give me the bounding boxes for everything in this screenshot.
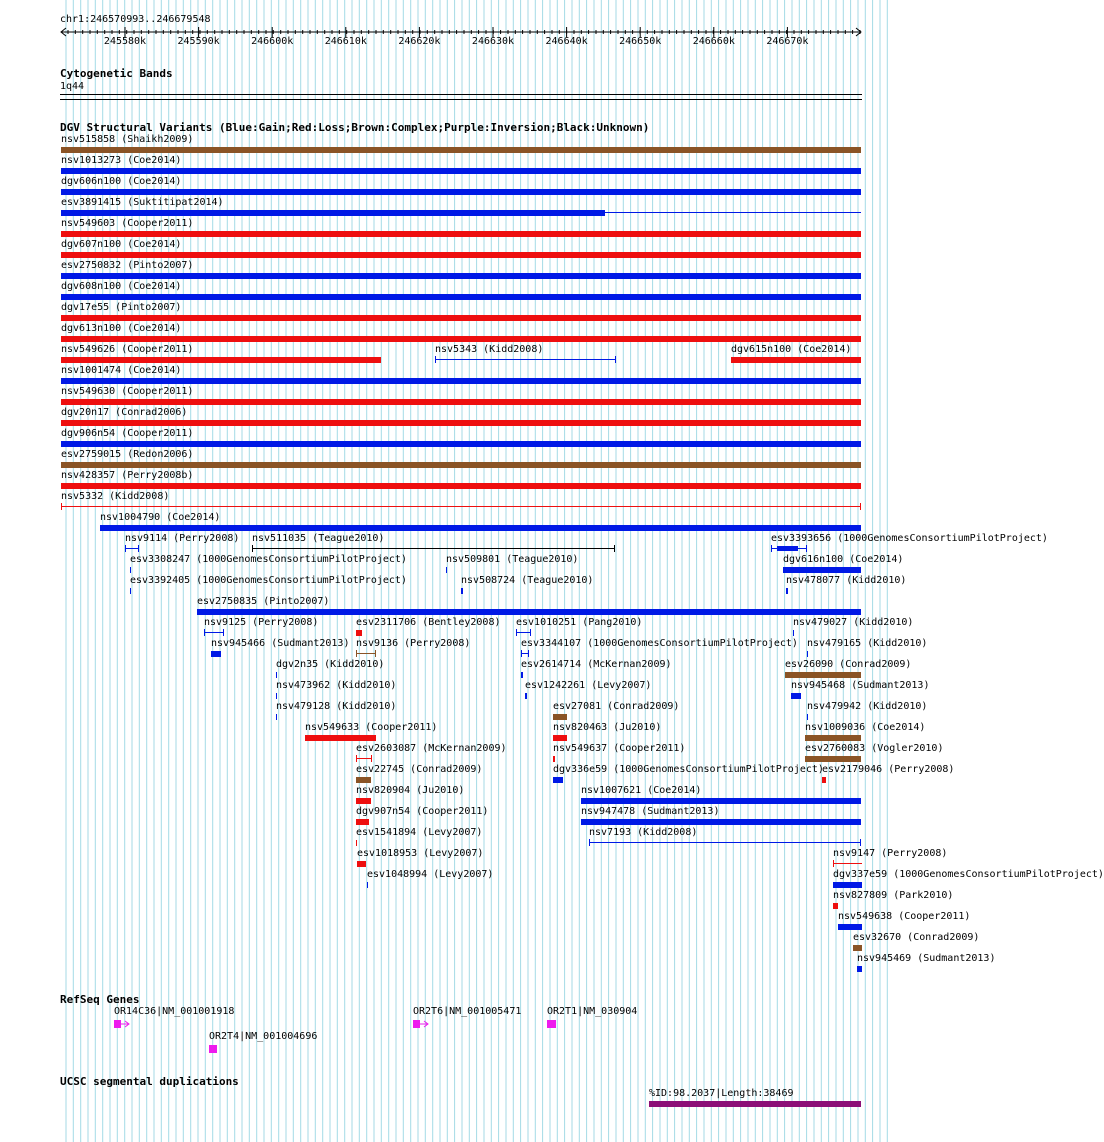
dgv-nsv5332-cap-end [860, 503, 861, 510]
dgv-nsv1009036-label[interactable]: nsv1009036 (Coe2014) [805, 722, 926, 733]
dgv-esv1010251-label[interactable]: esv1010251 (Pang2010) [516, 617, 643, 628]
dgv-nsv945469-label[interactable]: nsv945469 (Sudmant2013) [857, 953, 996, 964]
dgv-nsv9136-cap-end [375, 650, 376, 657]
dgv-dgv608n100-bar[interactable] [61, 294, 861, 300]
dgv-nsv5343-span[interactable] [435, 359, 616, 360]
dgv-esv27081-label[interactable]: esv27081 (Conrad2009) [553, 701, 680, 712]
dgv-track-title: DGV Structural Variants (Blue:Gain;Red:Loss;Brown:Complex;Purple:Inversion;Black:Unknown) [60, 121, 650, 134]
dgv-nsv7193-span[interactable] [589, 842, 861, 843]
dgv-esv2750835-bar[interactable] [197, 609, 861, 615]
dgv-esv2179046-label[interactable]: esv2179046 (Perry2008) [822, 764, 955, 775]
dgv-esv2614714-bar[interactable] [521, 672, 523, 678]
dgv-esv1541894-bar[interactable] [356, 840, 357, 846]
refseq-track-title: RefSeq Genes [60, 993, 140, 1006]
ruler-tick-label: 246640k [545, 36, 588, 47]
dgv-esv3891415-tail [605, 212, 861, 213]
ruler-tick-label: 246660k [692, 36, 735, 47]
dgv-esv3344107-cap-end [528, 650, 529, 657]
dgv-nsv9136-span[interactable] [356, 653, 376, 654]
dgv-nsv820463-bar[interactable] [553, 735, 567, 741]
dgv-dgv20n17-label[interactable]: dgv20n17 (Conrad2006) [61, 407, 188, 418]
dgv-nsv1013273-bar[interactable] [61, 168, 861, 174]
dgv-esv1018953-bar[interactable] [357, 861, 366, 867]
dgv-nsv9114-cap-start [125, 545, 126, 552]
dgv-nsv549603-bar[interactable] [61, 231, 861, 237]
dgv-dgv613n100-bar[interactable] [61, 336, 861, 342]
dgv-nsv9114-label[interactable]: nsv9114 (Perry2008) [125, 533, 240, 544]
dgv-esv1541894-label[interactable]: esv1541894 (Levy2007) [356, 827, 483, 838]
dgv-nsv945468-bar[interactable] [791, 693, 801, 699]
dgv-nsv945466-bar[interactable] [211, 651, 221, 657]
dgv-nsv1004790-label[interactable]: nsv1004790 (Coe2014) [100, 512, 221, 523]
dgv-nsv549626-bar[interactable] [61, 357, 381, 363]
ruler-tick-label: 245590k [177, 36, 220, 47]
dgv-nsv549638-label[interactable]: nsv549638 (Cooper2011) [838, 911, 971, 922]
ruler-tick-label: 246600k [251, 36, 294, 47]
dgv-esv2311706-bar[interactable] [356, 630, 362, 636]
dgv-dgv616n100-label[interactable]: dgv616n100 (Coe2014) [783, 554, 904, 565]
dgv-nsv9114-span[interactable] [125, 548, 139, 549]
dgv-esv2311706-label[interactable]: esv2311706 (Bentley2008) [356, 617, 501, 628]
dgv-nsv9114-cap-end [138, 545, 139, 552]
dgv-nsv428357-bar[interactable] [61, 483, 861, 489]
dgv-dgv17e55-bar[interactable] [61, 315, 861, 321]
dgv-esv1010251-cap-start [516, 629, 517, 636]
cytoband-line-top [60, 94, 862, 95]
ruler-tick-label: 246610k [324, 36, 367, 47]
dgv-dgv336e59-bar[interactable] [553, 777, 563, 783]
dgv-dgv608n100-label[interactable]: dgv608n100 (Coe2014) [61, 281, 182, 292]
dgv-nsv511035-cap-start [252, 545, 253, 552]
dgv-dgv906n54-label[interactable]: dgv906n54 (Cooper2011) [61, 428, 194, 439]
dgv-esv2603087-span[interactable] [356, 758, 372, 759]
dgv-dgv615n100-label[interactable]: dgv615n100 (Coe2014) [731, 344, 852, 355]
gene-or2t6-nm-001005471-label[interactable]: OR2T6|NM_001005471 [413, 1006, 522, 1017]
dgv-nsv1004790-bar[interactable] [100, 525, 861, 531]
dgv-nsv5332-label[interactable]: nsv5332 (Kidd2008) [61, 491, 170, 502]
dgv-dgv906n54-bar[interactable] [61, 441, 861, 447]
dgv-esv3392405-label[interactable]: esv3392405 (1000GenomesConsortiumPilotProject) [130, 575, 407, 586]
gene-or2t4-nm-001004696-label[interactable]: OR2T4|NM_001004696 [209, 1031, 318, 1042]
dgv-nsv549630-bar[interactable] [61, 399, 861, 405]
dgv-nsv549630-label[interactable]: nsv549630 (Cooper2011) [61, 386, 194, 397]
ruler-tick-label: 246650k [619, 36, 662, 47]
dgv-esv1010251-cap-end [530, 629, 531, 636]
dgv-dgv336e59-label[interactable]: dgv336e59 (1000GenomesConsortiumPilotProject) [553, 764, 824, 775]
ruler-tick-label: 246670k [766, 36, 809, 47]
dgv-nsv827809-label[interactable]: nsv827809 (Park2010) [833, 890, 954, 901]
dgv-nsv511035-label[interactable]: nsv511035 (Teague2010) [252, 533, 385, 544]
dgv-nsv478077-label[interactable]: nsv478077 (Kidd2010) [786, 575, 907, 586]
dgv-esv3308247-label[interactable]: esv3308247 (1000GenomesConsortiumPilotProject) [130, 554, 407, 565]
dgv-esv2603087-cap-start [356, 755, 357, 762]
dgv-nsv9147-cap-start [833, 860, 834, 867]
cytoband-1q44-label: 1q44 [60, 81, 85, 92]
dgv-esv3891415-label[interactable]: esv3891415 (Suktitipat2014) [61, 197, 224, 208]
dgv-nsv827809-bar[interactable] [833, 903, 838, 909]
dgv-nsv515858-bar[interactable] [61, 147, 861, 153]
dgv-nsv549637-bar[interactable] [553, 756, 555, 762]
dgv-nsv945469-bar[interactable] [857, 966, 862, 972]
dgv-nsv549603-label[interactable]: nsv549603 (Cooper2011) [61, 218, 194, 229]
dgv-dgv337e59-bar[interactable] [833, 882, 862, 888]
dgv-nsv479942-bar[interactable] [807, 714, 808, 720]
gene-or2t1-nm-030904-box[interactable] [547, 1020, 556, 1028]
cytogenetic-bands-title: Cytogenetic Bands [60, 67, 173, 80]
dgv-nsv947478-label[interactable]: nsv947478 (Sudmant2013) [581, 806, 720, 817]
segdup-label[interactable]: %ID:98.2037|Length:38469 [649, 1088, 794, 1099]
dgv-dgv607n100-label[interactable]: dgv607n100 (Coe2014) [61, 239, 182, 250]
dgv-nsv9136-label[interactable]: nsv9136 (Perry2008) [356, 638, 471, 649]
dgv-nsv515858-label[interactable]: nsv515858 (Shaikh2009) [61, 134, 194, 145]
dgv-dgv907n54-bar[interactable] [356, 819, 369, 825]
dgv-nsv473962-bar[interactable] [276, 693, 277, 699]
dgv-nsv479128-bar[interactable] [276, 714, 277, 720]
dgv-esv2179046-bar[interactable] [822, 777, 826, 783]
dgv-esv2603087-label[interactable]: esv2603087 (McKernan2009) [356, 743, 507, 754]
gene-or14c36-nm-001001918-box[interactable] [114, 1020, 121, 1028]
segdup-track-title: UCSC segmental duplications [60, 1075, 239, 1088]
ruler-tick-label: 245580k [103, 36, 147, 47]
dgv-nsv479027-bar[interactable] [793, 630, 794, 636]
dgv-dgv2n35-bar[interactable] [276, 672, 277, 678]
dgv-esv2760083-label[interactable]: esv2760083 (Vogler2010) [805, 743, 944, 754]
dgv-esv1242261-bar[interactable] [525, 693, 527, 699]
dgv-esv3393656-cap-start [771, 545, 772, 552]
dgv-esv2759015-bar[interactable] [61, 462, 861, 468]
dgv-esv1048994-bar[interactable] [367, 882, 368, 888]
dgv-dgv20n17-bar[interactable] [61, 420, 861, 426]
dgv-nsv945466-label[interactable]: nsv945466 (Sudmant2013) [211, 638, 350, 649]
dgv-esv3344107-label[interactable]: esv3344107 (1000GenomesConsortiumPilotProject) [521, 638, 798, 649]
dgv-nsv5343-label[interactable]: nsv5343 (Kidd2008) [435, 344, 544, 355]
dgv-nsv5343-cap-start [435, 356, 436, 363]
dgv-esv32670-bar[interactable] [853, 945, 862, 951]
dgv-nsv509801-bar[interactable] [446, 567, 447, 573]
dgv-esv26090-label[interactable]: esv26090 (Conrad2009) [785, 659, 912, 670]
dgv-esv2614714-label[interactable]: esv2614714 (McKernan2009) [521, 659, 672, 670]
dgv-nsv479128-label[interactable]: nsv479128 (Kidd2010) [276, 701, 397, 712]
dgv-nsv5332-cap-start [61, 503, 62, 510]
dgv-nsv820904-bar[interactable] [356, 798, 371, 804]
dgv-nsv479165-label[interactable]: nsv479165 (Kidd2010) [807, 638, 928, 649]
dgv-nsv479165-bar[interactable] [807, 651, 808, 657]
dgv-esv3393656-label[interactable]: esv3393656 (1000GenomesConsortiumPilotProject) [771, 533, 1048, 544]
dgv-esv2750832-bar[interactable] [61, 273, 861, 279]
ruler-svg [0, 0, 890, 50]
dgv-esv22745-bar[interactable] [356, 777, 371, 783]
dgv-nsv1007621-bar[interactable] [581, 798, 861, 804]
dgv-nsv549633-label[interactable]: nsv549633 (Cooper2011) [305, 722, 438, 733]
dgv-dgv2n35-label[interactable]: dgv2n35 (Kidd2010) [276, 659, 385, 670]
dgv-nsv473962-label[interactable]: nsv473962 (Kidd2010) [276, 680, 397, 691]
dgv-nsv9125-cap-end [223, 629, 224, 636]
dgv-nsv7193-label[interactable]: nsv7193 (Kidd2008) [589, 827, 698, 838]
dgv-nsv5343-cap-end [615, 356, 616, 363]
dgv-nsv549638-bar[interactable] [838, 924, 862, 930]
dgv-dgv607n100-bar[interactable] [61, 252, 861, 258]
dgv-nsv511035-span[interactable] [252, 548, 615, 549]
dgv-nsv9125-label[interactable]: nsv9125 (Perry2008) [204, 617, 319, 628]
dgv-esv3392405-bar[interactable] [130, 588, 131, 594]
dgv-dgv613n100-label[interactable]: dgv613n100 (Coe2014) [61, 323, 182, 334]
dgv-nsv9125-span[interactable] [204, 632, 224, 633]
dgv-esv3393656-block[interactable] [777, 546, 798, 551]
dgv-nsv7193-cap-end [860, 839, 861, 846]
dgv-nsv511035-cap-end [614, 545, 615, 552]
dgv-esv32670-label[interactable]: esv32670 (Conrad2009) [853, 932, 980, 943]
dgv-nsv428357-label[interactable]: nsv428357 (Perry2008b) [61, 470, 194, 481]
dgv-esv3344107-cap-start [521, 650, 522, 657]
dgv-nsv9147-span[interactable] [833, 863, 862, 864]
dgv-nsv549633-bar[interactable] [305, 735, 376, 741]
dgv-esv22745-label[interactable]: esv22745 (Conrad2009) [356, 764, 483, 775]
gene-or2t1-nm-030904-label[interactable]: OR2T1|NM_030904 [547, 1006, 638, 1017]
dgv-dgv616n100-bar[interactable] [783, 567, 861, 573]
dgv-esv1018953-label[interactable]: esv1018953 (Levy2007) [357, 848, 484, 859]
dgv-esv27081-bar[interactable] [553, 714, 567, 720]
gene-or14c36-nm-001001918-label[interactable]: OR14C36|NM_001001918 [114, 1006, 235, 1017]
dgv-nsv549637-label[interactable]: nsv549637 (Cooper2011) [553, 743, 686, 754]
dgv-nsv5332-span[interactable] [61, 506, 861, 507]
dgv-esv1048994-label[interactable]: esv1048994 (Levy2007) [367, 869, 494, 880]
dgv-esv2750835-label[interactable]: esv2750835 (Pinto2007) [197, 596, 330, 607]
dgv-nsv7193-cap-start [589, 839, 590, 846]
dgv-nsv478077-bar[interactable] [786, 588, 788, 594]
gene-or2t6-nm-001005471-box[interactable] [413, 1020, 420, 1028]
gene-or2t4-nm-001004696-box[interactable] [209, 1045, 217, 1053]
dgv-nsv947478-bar[interactable] [581, 819, 861, 825]
cytoband-line-bottom [60, 99, 862, 100]
dgv-nsv1001474-bar[interactable] [61, 378, 861, 384]
dgv-esv2750832-label[interactable]: esv2750832 (Pinto2007) [61, 260, 194, 271]
dgv-nsv508724-label[interactable]: nsv508724 (Teague2010) [461, 575, 594, 586]
dgv-esv3393656-cap-end [806, 545, 807, 552]
ruler-tick-label: 246620k [398, 36, 441, 47]
dgv-nsv1001474-label[interactable]: nsv1001474 (Coe2014) [61, 365, 182, 376]
dgv-nsv549626-label[interactable]: nsv549626 (Cooper2011) [61, 344, 194, 355]
dgv-dgv606n100-bar[interactable] [61, 189, 861, 195]
dgv-nsv9147-label[interactable]: nsv9147 (Perry2008) [833, 848, 948, 859]
dgv-nsv820904-label[interactable]: nsv820904 (Ju2010) [356, 785, 465, 796]
dgv-nsv945468-label[interactable]: nsv945468 (Sudmant2013) [791, 680, 930, 691]
dgv-esv1010251-span[interactable] [516, 632, 531, 633]
segdup-bar[interactable] [649, 1101, 861, 1107]
dgv-nsv479942-label[interactable]: nsv479942 (Kidd2010) [807, 701, 928, 712]
dgv-esv26090-bar[interactable] [785, 672, 861, 678]
dgv-esv1242261-label[interactable]: esv1242261 (Levy2007) [525, 680, 652, 691]
region-coordinates: chr1:246570993..246679548 [60, 14, 211, 25]
dgv-esv2603087-cap-end [371, 755, 372, 762]
strand-arrow-icon [121, 1019, 131, 1029]
dgv-nsv9125-cap-start [204, 629, 205, 636]
ruler-tick-label: 246630k [471, 36, 515, 47]
dgv-dgv337e59-label[interactable]: dgv337e59 (1000GenomesConsortiumPilotProject) [833, 869, 1104, 880]
dgv-dgv907n54-label[interactable]: dgv907n54 (Cooper2011) [356, 806, 489, 817]
dgv-nsv479027-label[interactable]: nsv479027 (Kidd2010) [793, 617, 914, 628]
dgv-dgv606n100-label[interactable]: dgv606n100 (Coe2014) [61, 176, 182, 187]
dgv-dgv17e55-label[interactable]: dgv17e55 (Pinto2007) [61, 302, 182, 313]
dgv-dgv615n100-bar[interactable] [731, 357, 861, 363]
dgv-esv2759015-label[interactable]: esv2759015 (Redon2006) [61, 449, 194, 460]
dgv-nsv1009036-bar[interactable] [805, 735, 861, 741]
dgv-esv2760083-bar[interactable] [805, 756, 861, 762]
strand-arrow-icon [420, 1019, 430, 1029]
dgv-esv3308247-bar[interactable] [130, 567, 131, 573]
dgv-nsv820463-label[interactable]: nsv820463 (Ju2010) [553, 722, 662, 733]
dgv-nsv1013273-label[interactable]: nsv1013273 (Coe2014) [61, 155, 182, 166]
dgv-nsv9136-cap-start [356, 650, 357, 657]
dgv-esv3891415-bar[interactable] [61, 210, 605, 216]
dgv-nsv1007621-label[interactable]: nsv1007621 (Coe2014) [581, 785, 702, 796]
dgv-nsv509801-label[interactable]: nsv509801 (Teague2010) [446, 554, 579, 565]
dgv-nsv508724-bar[interactable] [461, 588, 463, 594]
